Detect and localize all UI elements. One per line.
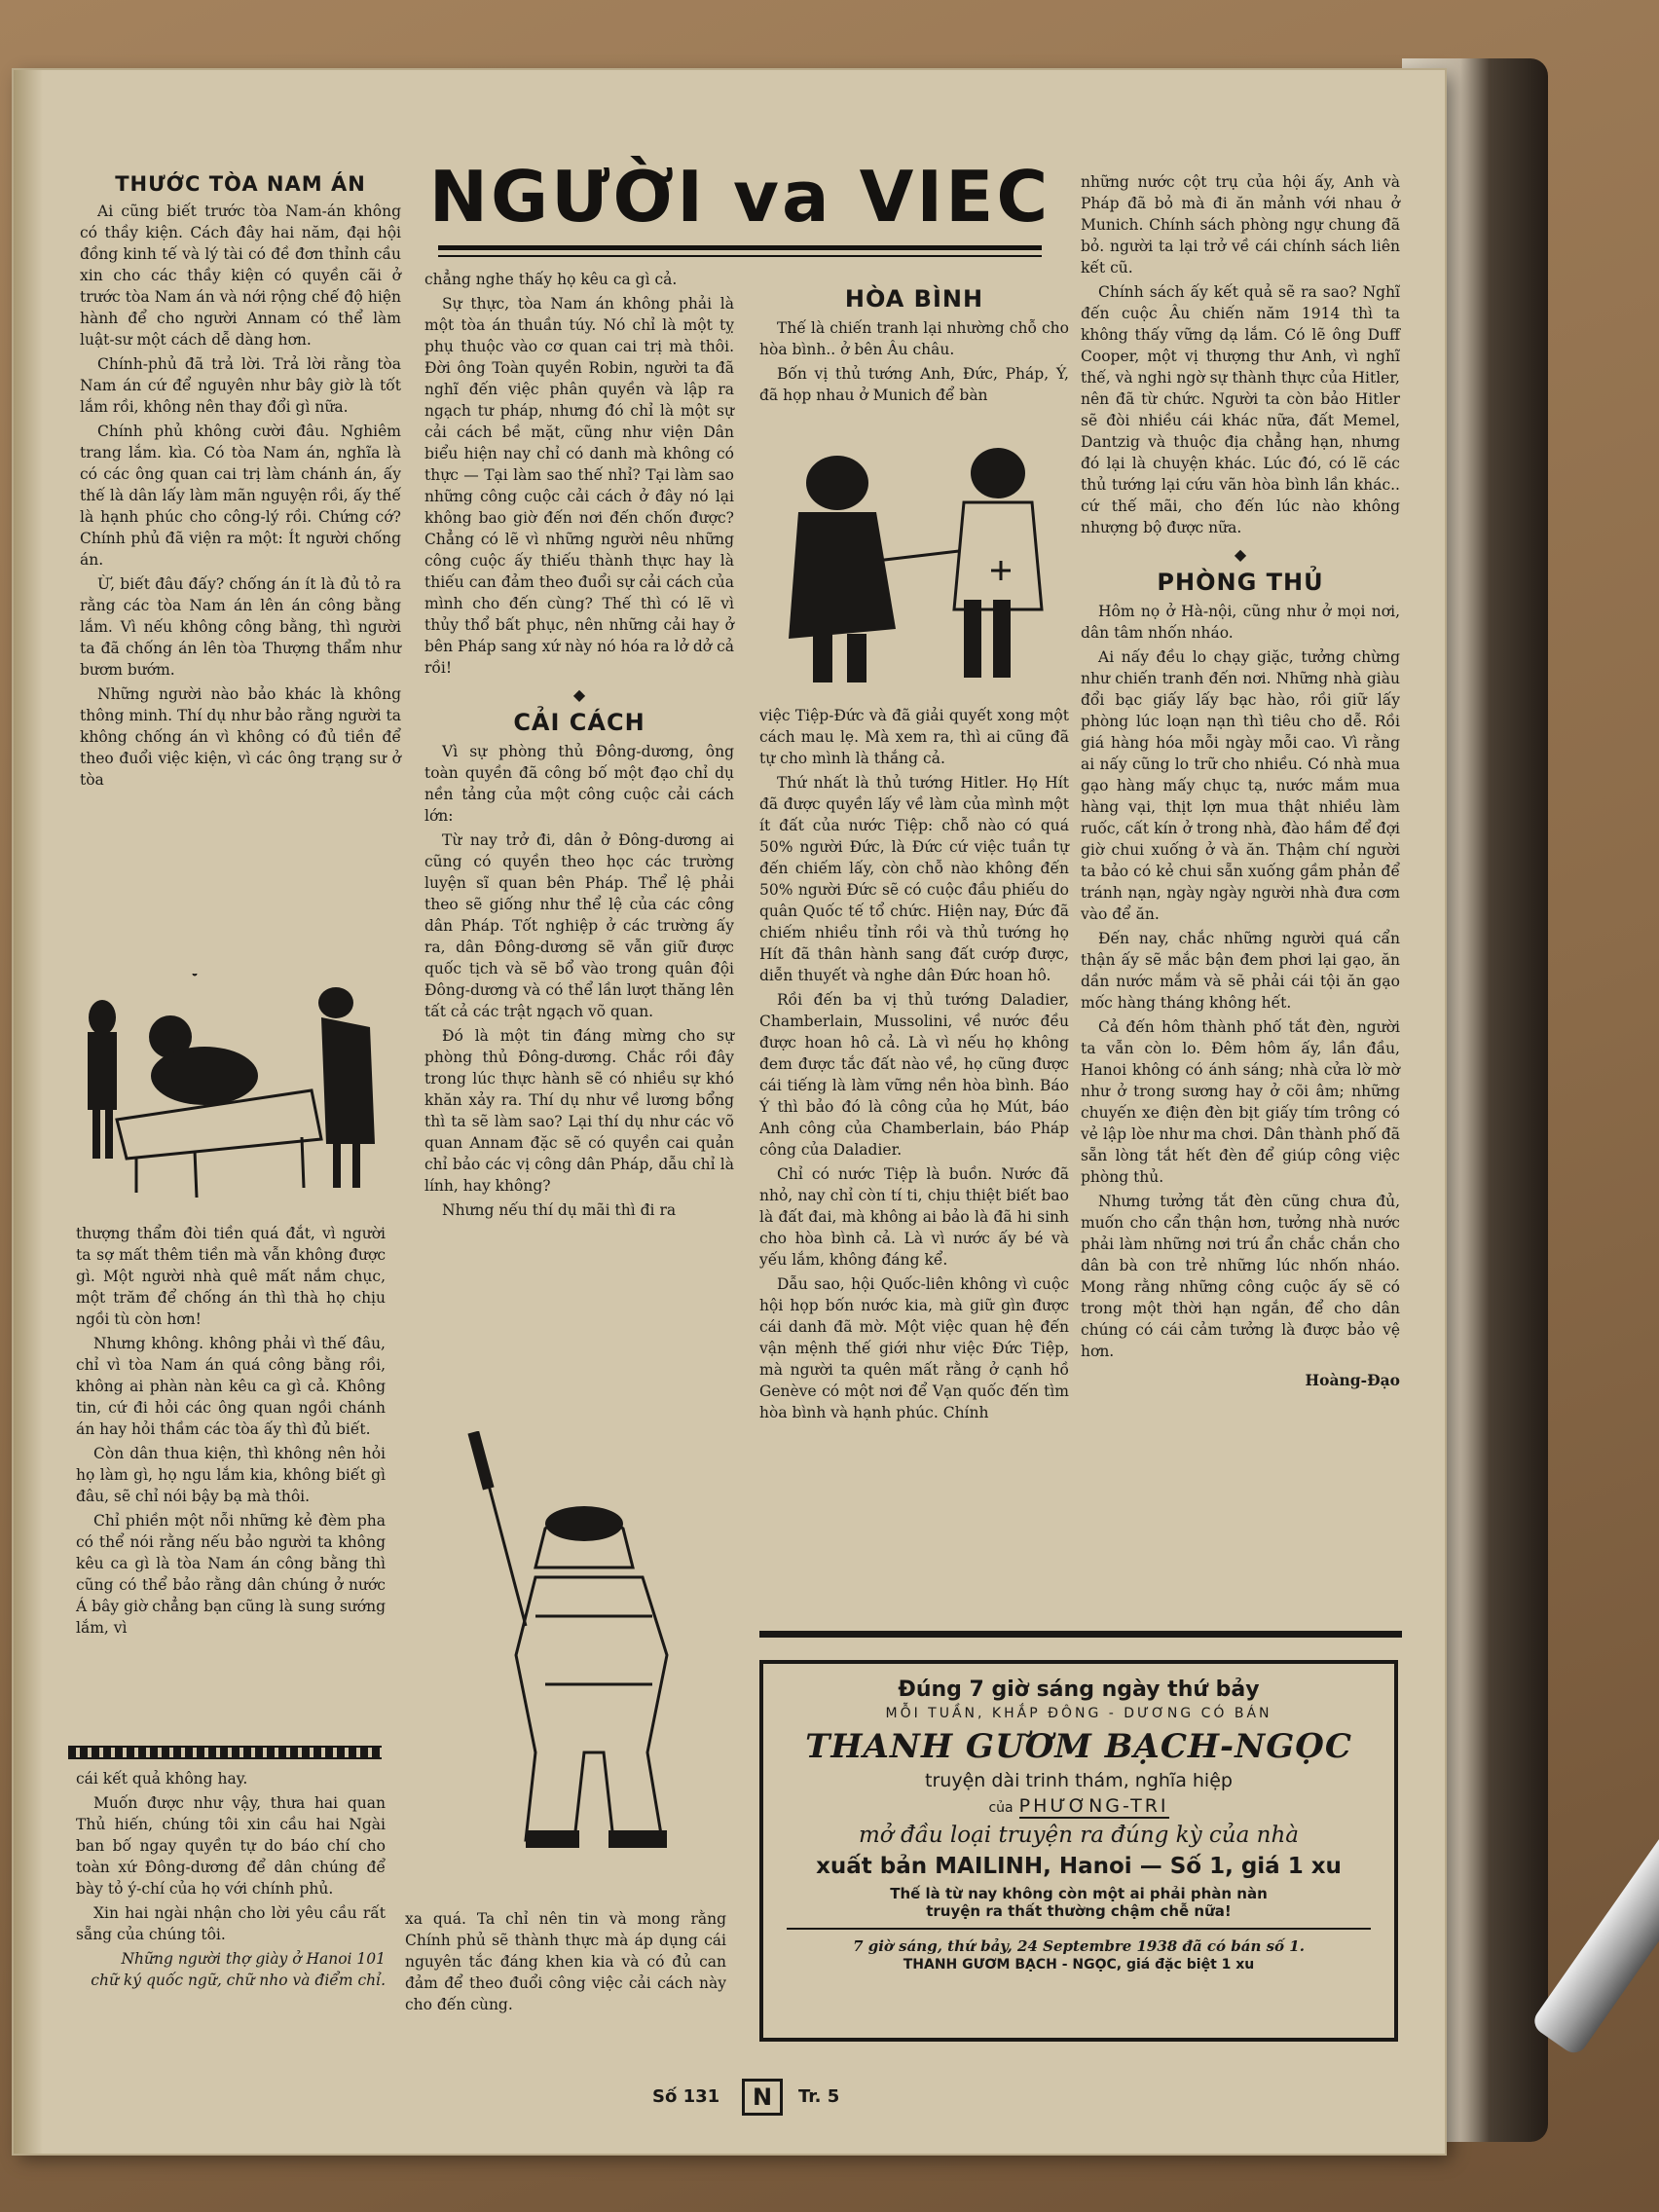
- heading-hoa-binh: HÒA BÌNH: [844, 285, 984, 313]
- masthead-title: NGƯỜI va VIEC: [428, 156, 1051, 238]
- ad-title: THANH GƯƠM BẠCH-NGỌC: [805, 1727, 1352, 1766]
- paragraph: Dẫu sao, hội Quốc-liên không vì cuộc hội họp bốn nước kia, mà giữ gìn được cái danh đã mờ. Một việc quan hệ đến vận mệnh thế giới như việc Đức Tiệp, mà người ta quên mất rằng ở cạnh hồ Genève có một nơi để Vạn quốc đến tìm hòa bình và hạnh phúc. Chính: [759, 1275, 1069, 1421]
- paragraph: cái kết quả không hay.: [76, 1770, 248, 1788]
- wavy-divider: [68, 1746, 382, 1759]
- paragraph: Cả đến hôm thành phố tắt đèn, người ta vẫn còn lo. Đêm hôm ấy, lần đầu, Hanoi không có ánh sáng; nhà cửa lờ mờ như ở trong sương hay ở cõi âm; những chuyến xe điện đèn bịt giấy tím trông có vẻ lập lòe như ma chơi. Dân thành phố đã sẵn lòng tắt hết đèn để giúp công việc phòng thủ.: [1081, 1018, 1400, 1186]
- paragraph: Đến nay, chắc những người quá cẩn thận ấy sẽ mắc bận đem phơi lại gạo, ăn dần nước mắm và sẽ phải cái tội ăn gạo mốc hàng tháng không hết.: [1081, 930, 1400, 1012]
- paragraph: Bốn vị thủ tướng Anh, Đức, Pháp, Ý, đã họp nhau ở Munich để bàn: [759, 365, 1069, 404]
- heading-thuoc-toa-nam-an: THƯỚC TÒA NAM ÁN: [115, 172, 366, 196]
- paragraph: Muốn được như vậy, thưa hai quan Thủ hiến, chúng tôi xin cầu hai Ngài ban bố ngay quyền tự do báo chí cho toàn xứ Đông-dương để dân chúng để bày tỏ ý-chí của họ với chính phủ.: [76, 1794, 386, 1898]
- paragraph: những nước cột trụ của hội ấy, Anh và Pháp đã bỏ mà đi ăn mảnh với nhau ở Munich. Chính sách phòng ngự chung đã bỏ. người ta lại trở về cái chính sách liên kết cũ.: [1081, 173, 1400, 276]
- column-1-bottom: [76, 1223, 386, 1641]
- newspaper-logo-icon: N: [742, 2079, 783, 2116]
- ad-author-prefix: của: [988, 1800, 1014, 1816]
- masthead-rule-thin: [438, 255, 1042, 257]
- ad-author-line: [763, 1795, 1394, 1817]
- paragraph: Chỉ có nước Tiệp là buồn. Nước đã nhỏ, nay chỉ còn tí ti, chịu thiệt biết bao là đất đai, mà không ai bảo là đã hi sinh cho hòa bình cả. Là vì nước ấy bé và yếu lắm, không đáng kể.: [759, 1165, 1069, 1269]
- column-3-bottom: [759, 705, 1069, 1426]
- paragraph: Hôm nọ ở Hà-nội, cũng như ở mọi nơi, dân tâm nhốn nháo.: [1081, 603, 1400, 642]
- ad-line: Thế là từ nay không còn một ai phải phàn nàn truyện ra thất thường chậm chễ nữa!: [890, 1885, 1268, 1920]
- paragraph: Nhưng tưởng tắt đèn cũng chưa đủ, muốn cho cẩn thận hơn, tưởng nhà nước phải làm những nơi trú ẩn chắc chắn cho dân bà con trẻ những lúc nhốn nháo. Mong rằng những công cuộc ấy sẽ có trong một thời hạn ngắn, để cho dân chúng có cái cảm tưởng là được bảo vệ hơn.: [1081, 1193, 1400, 1360]
- paragraph: Xin hai ngài nhận cho lời yêu cầu rất sẵng của chúng tôi.: [76, 1904, 386, 1943]
- paragraph: Chính-phủ đã trả lời. Trả lời rằng tòa Nam án cứ để nguyên như bây giờ là tốt lắm rồi, không nên thay đổi gì nữa.: [80, 355, 401, 416]
- paragraph: Chính sách ấy kết quả sẽ ra sao? Nghĩ đến cuộc Âu chiến năm 1914 thì ta không thấy vững dạ lắm. Có lẽ ông Duff Cooper, một vị thượng thư Anh, vì nghĩ thế, và nghi ngờ sự thành thực của Hitler, nên đã từ chức. Người ta còn bảo Hitler sẽ đòi nhiều cái khác nữa, đất Memel, Dantzig và thuộc địa chẳng hạn, nhưng đó lại là chuyện khác. Lúc đó, có lẽ các thủ tướng lại cứu vãn hòa bình lần khác.. cứ thế mãi, cho đến lúc nào không nhượng bộ được nữa.: [1081, 283, 1400, 536]
- ad-line: truyện dài trinh thám, nghĩa hiệp: [925, 1770, 1233, 1791]
- paragraph: xa quá. Ta chỉ nên tin và mong rằng Chính phủ sẽ thành thực mà áp dụng cái nguyên tắc đáng khen kia và có đủ can đảm để theo đuổi công việc cải cách này cho đến cùng.: [405, 1910, 726, 2013]
- paragraph: Chính phủ không cười đâu. Nghiêm trang lắm. kìa. Có tòa Nam án, nghĩa là có các ông quan cai trị làm chánh án, ấy thế là dân lấy làm mãn nguyện rồi, ấy thế là hạnh phúc cho công-lý rồi. Chứng cớ? Chính phủ đã viện ra một: Ít người chống án.: [80, 423, 401, 569]
- ad-author-name: PHƯƠNG-TRI: [1018, 1795, 1169, 1817]
- ad-line: Đúng 7 giờ sáng ngày thứ bảy: [898, 1677, 1260, 1702]
- heading-phong-thu: PHÒNG THỦ: [1157, 569, 1324, 596]
- paragraph: thượng thẩm đòi tiền quá đắt, vì người ta sợ mất thêm tiền mà vẫn không được gì. Một người nhà quê mất nắm chục, một trăm để chống án thì thà họ chịu ngồi tù còn hơn!: [76, 1225, 386, 1328]
- paragraph: Đó là một tin đáng mừng cho sự phòng thủ Đông-dương. Chắc rồi đây trong lúc thực hành sẽ có nhiều sự khó khăn xảy ra. Thí dụ như về lương bổng thì ta sẽ làm sao? Lại thí dụ như các võ quan Annam đặc sẽ có quyền cai quản chỉ bảo các vị công dân Pháp, dẫu chỉ là lính, hay không?: [424, 1027, 734, 1195]
- courtroom-illustration: [78, 974, 399, 1198]
- ad-line: mở đầu loại truyện ra đúng kỳ của nhà: [859, 1823, 1299, 1848]
- ad-line: MỖI TUẦN, KHẮP ĐÔNG - DƯƠNG CÓ BÁN: [885, 1706, 1272, 1721]
- column-4: [1081, 171, 1400, 1391]
- advertisement-box: [759, 1660, 1398, 2042]
- soldier-illustration: [467, 1431, 720, 1860]
- paragraph: Nhưng không. không phải vì thế đâu, chỉ vì tòa Nam án quá công bằng rồi, không ai phàn nàn kêu ca gì cả. Không tin, cứ đi hỏi các ông quan ngồi chánh án hay hỏi thầm các tòa ấy thì đủ biết.: [76, 1335, 386, 1438]
- paragraph: chẳng nghe thấy họ kêu ca gì cả.: [424, 271, 678, 288]
- paragraph: Ừ, biết đâu đấy? chống án ít là đủ tỏ ra rằng các tòa Nam án lên án công bằng lắm. Vì nếu không công bằng, thì người ta đã chống án lên tòa Thượng thẩm như bươm bướm.: [80, 575, 401, 679]
- paragraph: Những người nào bảo khác là không thông minh. Thí dụ như bảo rằng người ta không chống án vì không có đủ tiền để theo đuổi việc kiện, vì các ông trạng sư ở tòa: [80, 685, 401, 789]
- ad-line: xuất bản MAILINH, Hanoi — Số 1, giá 1 xu: [816, 1854, 1342, 1879]
- handshake-illustration: [759, 444, 1071, 697]
- column-1-end: [76, 1768, 386, 1994]
- paragraph: việc Tiệp-Đức và đã giải quyết xong một cách mau lẹ. Mà xem ra, thì ai cũng đã tự cho mình là thắng cả.: [759, 707, 1069, 767]
- column-2: [424, 269, 734, 1224]
- paragraph: Thế là chiến tranh lại nhường chỗ cho hòa bình.. ở bên Âu châu.: [759, 319, 1069, 358]
- heading-cai-cach: CẢI CÁCH: [513, 709, 645, 736]
- ad-line: 7 giờ sáng, thứ bảy, 24 Septembre 1938 đã có bán số 1.: [853, 1937, 1305, 1955]
- ad-line: THANH GƯƠM BẠCH - NGỌC, giá đặc biệt 1 xu: [903, 1957, 1255, 1972]
- author-signature: Hoàng-Đạo: [1305, 1371, 1400, 1389]
- paragraph: Rồi đến ba vị thủ tướng Daladier, Chamberlain, Mussolini, về nước đều được hoan hô cả. Là vì nếu họ không đem được tắc đất nào về, họ cũng được cái tiếng là làm vững nền hòa bình. Báo Ý thì bảo đó là công của họ Mút, báo Anh công của Chamberlain, báo Pháp công của Daladier.: [759, 991, 1069, 1159]
- column-3-top: [759, 285, 1069, 409]
- paragraph: Thứ nhất là thủ tướng Hitler. Họ Hít đã được quyền lấy về làm của mình một ít đất của nước Tiệp: chỗ nào có quá 50% người Đức, là Đức cứ việc tuần tự đến chiếm lấy, còn chỗ nào không đến 50% người Đức sẽ có cuộc đầu phiếu do quân Quốc tế tổ chức. Hiện nay, Đức đã chiếm nhiều tỉnh rồi và thủ tướng họ Hít đã thân hành sang đất cướp được, diễn thuyết và nghe dân Đức hoan hô.: [759, 774, 1069, 984]
- paragraph: Nhưng nếu thí dụ mãi thì đi ra: [442, 1201, 677, 1219]
- section-ornament: ◆: [1234, 545, 1247, 564]
- paragraph: Ai nấy đều lo chạy giặc, tưởng chừng như chiến tranh đến nơi. Những nhà giàu đổi bạc giấy lấy bạc hào, rồi giữ lấy phòng lúc loạn nạn thì tiêu cho dễ. Rồi giá hàng hóa mỗi ngày mỗi cao. Vì rằng ai nấy cũng lo trữ cho nhiều. Có nhà mua gạo hàng mấy chục tạ, nước mắm mua hàng vại, thịt lợn mua thật nhiều làm ruốc, cất kín ở trong nhà, đào hầm để đợi giờ chui xuống ở và ăn. Thậm chí người ta bảo có kẻ chui sẵn xuống gầm phản để tránh nạn, ngày ngày người nhà đưa cơm vào để ăn.: [1081, 648, 1400, 923]
- paragraph: Vì sự phòng thủ Đông-dương, ông toàn quyền đã công bố một đạo chỉ dụ nền tảng của một công cuộc cải cách lớn:: [424, 743, 734, 825]
- column-1-top: [80, 173, 401, 793]
- masthead-rule: [438, 245, 1042, 250]
- paragraph: Sự thực, tòa Nam án không phải là một tòa án thuần túy. Nó chỉ là một tỵ phụ thuộc vào cơ quan cai trị mà thôi. Đời ông Toàn quyền Robin, người ta đã nghĩ đến việc phân quyền và lập ra ngạch tư pháp, nhưng đó chỉ là một sự cải cách bề mặt, cũng như viện Dân biểu hiện nay chỉ có danh mà không có thực — Tại làm sao thế nhỉ? Tại làm sao những công cuộc cải cách ở đây nó lại không bao giờ đến nơi đến chốn được? Chẳng có lẽ vì những người nêu những công cuộc ấy thiếu thành thực hay là thiếu can đảm theo đuổi sự cải cách của mình cho đến cùng? Thế thì có lẽ vì thủy thổ bất phục, nên những cải hay ở bên Pháp sang xứ này nó hóa ra lở dở cả rồi!: [424, 295, 734, 677]
- section-ornament: ◆: [572, 685, 586, 704]
- masthead: [428, 156, 1051, 271]
- page-number: Tr. 5: [798, 2086, 840, 2107]
- paragraph: Từ nay trở đi, dân ở Đông-dương ai cũng có quyền theo học các trường luyện sĩ quan bên Pháp. Thể lệ phải theo sẽ giống như thể lệ của các công dân Pháp. Tốt nghiệp ở các trường ấy ra, dân Đông-dương sẽ vẫn giữ được quốc tịch và sẽ bổ vào trong quân đội Đông-dương và có thể lần lượt thăng lên tất cả các trật ngạch võ quan.: [424, 831, 734, 1020]
- column-2-end: [405, 1908, 726, 2018]
- paragraph: Ai cũng biết trước tòa Nam-án không có thầy kiện. Cách đây hai năm, đại hội đồng kinh tế và lý tài có đề đơn thỉnh cầu xin cho các thầy kiện có quyền cãi ở trước tòa Nam án và nới rộng chế độ hiện hành để cho người Annam có thể làm luật-sư một cách dễ dàng hơn.: [80, 203, 401, 349]
- ad-separator: [787, 1928, 1371, 1930]
- ad-top-rule: [759, 1631, 1402, 1638]
- paragraph: Chỉ phiền một nỗi những kẻ đèm pha có thể nói rằng nếu bảo người ta không kêu ca gì là tòa Nam án công bằng thì cũng có thể bảo rằng dân chúng ở nước Á bây giờ chẳng bạn cũng là sung sướng lắm, vì: [76, 1512, 386, 1637]
- signature: Những người thợ giày ở Hanoi 101 chữ ký quốc ngữ, chữ nho và điểm chỉ.: [91, 1950, 386, 1989]
- page-footer: [652, 2079, 944, 2118]
- paragraph: Còn dân thua kiện, thì không nên hỏi họ làm gì, họ ngu lắm kia, không biết gì đâu, sẽ chỉ nói bậy bạ mà thôi.: [76, 1445, 386, 1505]
- issue-number: Số 131: [652, 2086, 720, 2107]
